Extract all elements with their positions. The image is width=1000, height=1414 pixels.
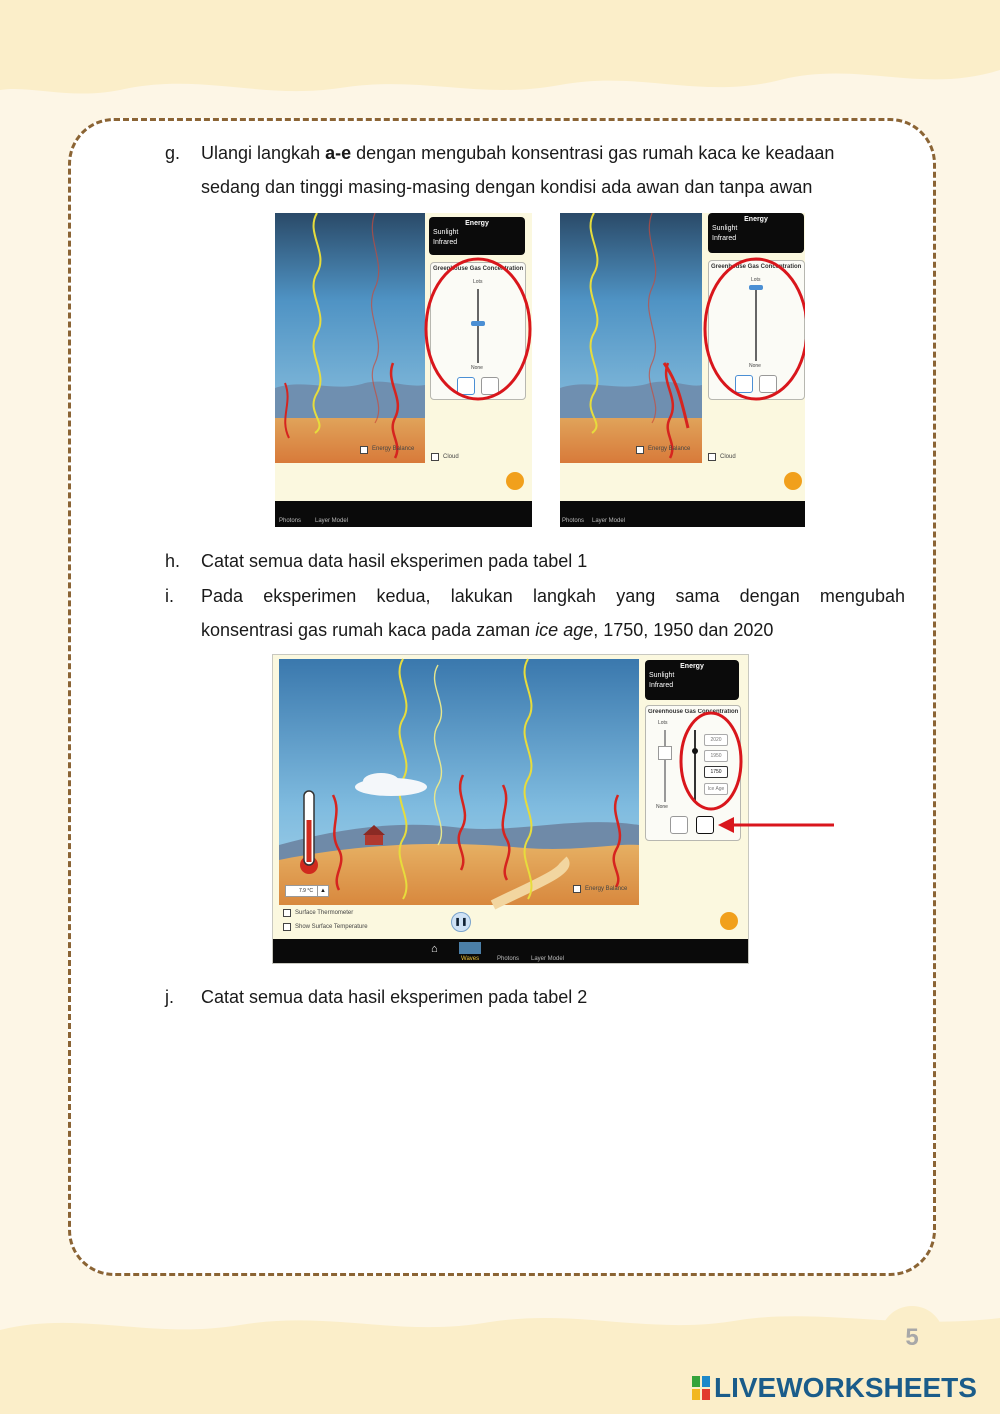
sim1-lots-label: Lots xyxy=(473,279,483,285)
sim2-tab-photons[interactable]: Photons xyxy=(562,518,585,524)
sim3-show-surface-temp-label: Show Surface Temperature xyxy=(295,924,368,930)
sim3-calendar-button[interactable] xyxy=(696,816,714,834)
sim1-energy-balance-label: Energy Balance xyxy=(372,446,415,452)
step-h xyxy=(165,544,905,578)
step-h-letter: h. xyxy=(165,551,181,571)
step-i-letter: i. xyxy=(165,586,174,606)
sim2-tab-layer-model[interactable]: Layer Model xyxy=(592,518,626,524)
sim1-highlight-ellipse xyxy=(423,255,532,405)
sim1-energy-title: Energy xyxy=(465,220,489,227)
sim3-lots-label: Lots xyxy=(658,720,668,726)
step-g-bold: a-e xyxy=(325,143,352,163)
sim3-surface-thermometer-checkbox[interactable] xyxy=(283,909,291,917)
sim3-reset-button[interactable] xyxy=(720,912,738,930)
sim2-lots-label: Lots xyxy=(751,277,761,283)
step-h-text: Catat semua data hasil eksperimen pada tabel 1 xyxy=(201,551,588,571)
step-i-line1: Pada eksperimen kedua, lakukan langkah yang sama dengan mengubah xyxy=(201,586,905,606)
liveworksheets-brand[interactable]: LIVEWORKSHEETS xyxy=(714,1372,977,1403)
step-i-line2 xyxy=(201,613,905,647)
sim2-reset-button[interactable] xyxy=(784,472,802,490)
sim3-tab-layer-model[interactable]: Layer Model xyxy=(531,956,565,962)
sim-screenshot-1 xyxy=(275,213,532,527)
sim3-none-label: None xyxy=(656,804,668,810)
sim3-show-surface-temp-checkbox[interactable] xyxy=(283,923,291,931)
sim3-year-1750[interactable]: 1750 xyxy=(704,766,728,778)
step-i-text-b: , 1750, 1950 dan 2020 xyxy=(593,620,774,640)
sim1-infrared-label: Infrared xyxy=(433,239,458,246)
sim2-energy-title: Energy xyxy=(744,216,768,223)
sim3-energy-balance-label: Energy Balance xyxy=(585,886,628,892)
sim3-year-2020[interactable]: 2020 xyxy=(704,734,728,746)
step-g xyxy=(165,136,905,206)
sim3-ghg-title: Greenhouse Gas Concentration xyxy=(648,709,738,715)
step-i-text-a: konsentrasi gas rumah kaca pada zaman xyxy=(201,620,536,640)
sim2-energy-balance-checkbox[interactable] xyxy=(636,446,644,454)
sim3-temperature-unit-toggle[interactable]: ▲ xyxy=(317,885,329,897)
sim3-energy-balance-checkbox[interactable] xyxy=(573,885,581,893)
sim1-energy-balance-checkbox[interactable] xyxy=(360,446,368,454)
step-g-text-b: dengan mengubah konsentrasi gas rumah kaca ke keadaan xyxy=(351,143,835,163)
sim3-pause-icon[interactable]: ❚❚ xyxy=(451,912,471,932)
sim3-temperature-readout: 7.9 °C xyxy=(285,885,327,897)
sim3-tab-waves-thumb[interactable] xyxy=(459,942,481,954)
sim3-year-1950[interactable]: 1950 xyxy=(704,750,728,762)
sim2-infrared-label: Infrared xyxy=(712,235,737,242)
sim1-sunlight-label: Sunlight xyxy=(433,229,459,236)
sim3-sunlight-label: Sunlight xyxy=(649,672,675,679)
sim3-surface-thermometer-label: Surface Thermometer xyxy=(295,910,354,916)
page-number: 5 xyxy=(880,1306,944,1370)
sim3-tab-waves[interactable]: Waves xyxy=(461,956,480,962)
step-g-line2: sedang dan tinggi masing-masing dengan kondisi ada awan dan tanpa awan xyxy=(201,177,813,197)
step-j xyxy=(165,980,905,1014)
sim2-energy-balance-label: Energy Balance xyxy=(648,446,691,452)
sim1-ghg-title: Greenhouse Gas Concentration xyxy=(433,266,524,272)
sim1-none-label: None xyxy=(471,365,483,371)
sim2-energy-legend xyxy=(708,213,804,253)
step-i-italic: ice age xyxy=(535,620,594,640)
step-g-letter: g. xyxy=(165,143,181,163)
sim3-tab-photons[interactable]: Photons xyxy=(497,956,520,962)
sim2-sunlight-label: Sunlight xyxy=(712,225,738,232)
sim1-cloud-label: Cloud xyxy=(443,454,459,460)
sim1-tab-layer-model[interactable]: Layer Model xyxy=(315,518,349,524)
sim3-home-icon[interactable]: ⌂ xyxy=(431,943,438,955)
sim2-ghg-title: Greenhouse Gas Concentration xyxy=(711,264,802,270)
step-g-text-a: Ulangi langkah xyxy=(201,143,326,163)
sim-screenshot-3 xyxy=(272,654,749,964)
sim3-infrared-label: Infrared xyxy=(649,682,674,689)
sim3-energy-legend xyxy=(645,660,739,700)
sim2-none-label: None xyxy=(749,363,761,369)
sim3-highlight-ellipse xyxy=(677,709,745,813)
sim3-slider-thumb[interactable] xyxy=(658,746,672,760)
sim2-cloud-label: Cloud xyxy=(720,454,736,460)
sim3-energy-title: Energy xyxy=(680,663,704,670)
sim2-cloud-checkbox[interactable] xyxy=(708,453,716,461)
sim3-year-ice-age[interactable]: Ice Age xyxy=(704,783,728,795)
sim1-cloud-checkbox[interactable] xyxy=(431,453,439,461)
sim3-tab-bar xyxy=(273,939,749,964)
step-j-letter: j. xyxy=(165,987,174,1007)
sim2-highlight-ellipse xyxy=(700,255,805,405)
red-arrow-annotation xyxy=(716,815,840,835)
sim3-slider-mode-button[interactable] xyxy=(670,816,688,834)
liveworksheets-logo-icon xyxy=(692,1376,710,1400)
sim2-tab-bar xyxy=(560,501,805,527)
sim-screenshot-2 xyxy=(560,213,805,527)
sim1-tab-photons[interactable]: Photons xyxy=(279,518,302,524)
step-g-line1 xyxy=(201,136,905,170)
sim1-tab-bar xyxy=(275,501,532,527)
sim1-energy-legend xyxy=(429,217,525,255)
sim1-reset-button[interactable] xyxy=(506,472,524,490)
sim3-slider-track[interactable] xyxy=(664,730,666,802)
step-j-text: Catat semua data hasil eksperimen pada tabel 2 xyxy=(201,987,588,1007)
step-i xyxy=(165,579,905,649)
